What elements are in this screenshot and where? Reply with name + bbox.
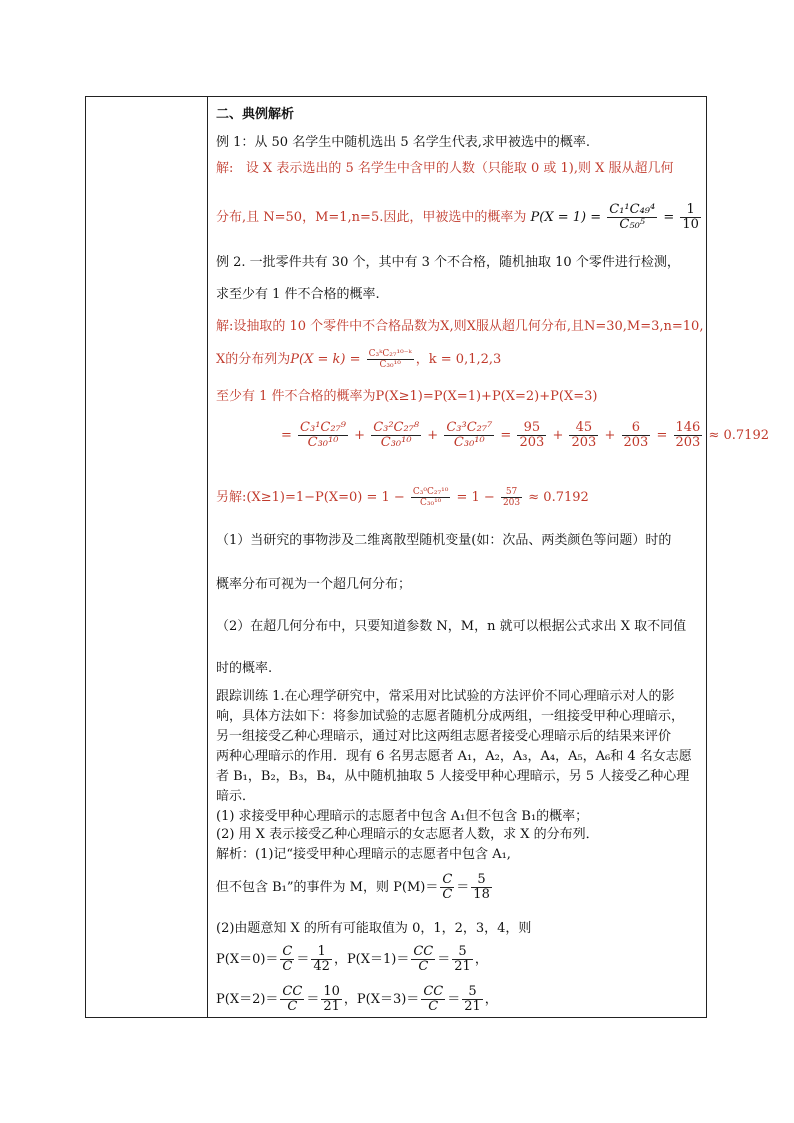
sum-term-2: $\frac{\text{C₃²C₂₇⁸}}{\text{C₃₀¹⁰}}$ <box>373 420 420 450</box>
sum-term-4: $\frac{95}{203}$ <box>519 420 545 450</box>
note2-line2: 时的概率. <box>216 661 273 676</box>
ex2-alt-prefix: 另解:(X≥1)=1−P(X=0) <box>216 490 363 505</box>
sum-term-3: $\frac{\text{C₃³C₂₇⁷}}{\text{C₃₀¹⁰}}$ <box>446 420 493 450</box>
ex1-formula-fraction <box>607 203 657 232</box>
p2-fraction: $\frac{CC}{C}$ <box>282 984 303 1014</box>
sum-term-1: $\frac{\text{C₃¹C₂₇⁹}}{\text{C₃₀¹⁰}}$ <box>300 420 346 450</box>
practice-p0-p1: P(X＝0)＝ $\frac{C}{C}$ ＝ $\frac{1}{42}$ ，P(X＝1)＝ $\frac{CC}{C}$ ＝ $\frac{5}{21}$ ， <box>216 944 488 974</box>
ex1-sol-prefix: 解: <box>216 161 234 176</box>
pm-fraction: $\frac{C}{C}$ <box>442 872 453 902</box>
p3-result: $\frac{5}{21}$ <box>464 984 481 1014</box>
section-title: 二、典例解析 <box>216 107 295 122</box>
p0-result: $\frac{1}{42}$ <box>313 944 330 974</box>
outer-table <box>85 96 769 1018</box>
practice-line-6: 暗示． <box>216 789 256 804</box>
ex1-question: 例 1：从 50 名学生中随机选出 5 名学生代表,求甲被选中的概率. <box>216 135 591 150</box>
p2-result: $\frac{10}{21}$ <box>323 984 340 1014</box>
ex1-solution-line1 <box>216 161 674 177</box>
ex2-atleast-line: 至少有 1 件不合格的概率为P(X≥1)=P(X=1)+P(X=2)+P(X=3) <box>216 389 598 404</box>
sum-term-7: $\frac{146}{203}$ <box>675 420 701 450</box>
ex1-formula-num: C₁¹C₄₉⁴ <box>609 202 656 217</box>
ex1-result-num: 1 <box>680 203 701 218</box>
practice-line-5: 者 B₁，B₂，B₃，B₄，从中随机抽取 5 人接受甲种心理暗示，另 5 人接受乙种心理 <box>216 769 690 784</box>
ex2-alt-fraction2: $\frac{57}{203}$ <box>502 487 521 508</box>
column-divider <box>207 97 208 1017</box>
ex2-dist-prefix: X的分布列为 <box>216 352 291 367</box>
ex2-dist-lhs: P(X = k) = <box>290 352 361 367</box>
note1-line1: （1）当研究的事物涉及二维离散型随机变量(如：次品、两类颜色等问题）时的 <box>216 533 672 548</box>
practice-line-8: (2) 用 X 表示接受乙种心理暗示的女志愿者人数，求 X 的分布列． <box>216 827 599 842</box>
ex2-dist-k: ，k = 0,1,2,3 <box>415 352 502 367</box>
practice-line-3: 另一组接受乙种心理暗示，通过对比这两组志愿者接受心理暗示后的结果来评价 <box>216 729 672 744</box>
p0-fraction: $\frac{C}{C}$ <box>282 944 293 974</box>
ex2-approx: ≈ 0.7192 <box>708 428 769 443</box>
note2-line1: （2）在超几何分布中，只要知道参数 N，M，n 就可以根据公式求出 X 取不同值 <box>216 619 687 634</box>
ex2-question-line1: 例 2. 一批零件共有 30 个，其中有 3 个不合格，随机抽取 10 个零件进行检测， <box>216 255 680 270</box>
practice-possible-values: (2)由题意知 X 的所有可能取值为 0，1，2，3，4，则 <box>216 921 532 936</box>
p3-fraction: $\frac{CC}{C}$ <box>423 984 444 1014</box>
ex1-result-den: 10 <box>682 217 699 232</box>
practice-line-1: 跟踪训练 1.在心理学研究中，常采用对比试验的方法评价不同心理暗示对人的影 <box>216 689 675 704</box>
p1-result: $\frac{5}{21}$ <box>454 944 471 974</box>
p1-fraction: $\frac{CC}{C}$ <box>413 944 434 974</box>
ex2-alt-solution: 另解:(X≥1)=1−P(X=0) = 1 − $\frac{\text{C₃⁰C₂₇¹⁰}}{\text{C₃₀¹⁰}}$ = 1 − $\frac{57}{203}$ ≈ 0.7192 <box>216 487 589 508</box>
practice-line-7: (1) 求接受甲种心理暗示的志愿者中包含 A₁但不包含 B₁的概率； <box>216 809 589 824</box>
pm-result-fraction: $\frac{5}{18}$ <box>473 872 490 902</box>
ex2-alt-fraction: $\frac{\text{C₃⁰C₂₇¹⁰}}{\text{C₃₀¹⁰}}$ <box>412 487 449 508</box>
ex1-formula-lhs: P(X = 1) = <box>530 210 602 225</box>
sum-term-6: $\frac{6}{203}$ <box>623 420 649 450</box>
sum-term-5: $\frac{45}{203}$ <box>571 420 597 450</box>
ex1-sol-text2: 分布,且 N=50，M=1,n=5.因此，甲被选中的概率为 <box>216 210 527 225</box>
ex2-dist-fraction <box>367 349 414 370</box>
ex1-solution-line2 <box>216 203 703 232</box>
note1-line2: 概率分布可视为一个超几何分布； <box>216 577 412 592</box>
ex2-dist-num: C₃ᵏC₂₇¹⁰⁻ᵏ <box>368 349 412 359</box>
ex1-formula-eq: = <box>663 210 675 225</box>
ex1-formula-den: C₅₀⁵ <box>619 217 646 232</box>
practice-p2-p3: P(X＝2)＝ $\frac{CC}{C}$ ＝ $\frac{10}{21}$ ，P(X＝3)＝ $\frac{CC}{C}$ ＝ $\frac{5}{21}$ ， <box>216 984 498 1014</box>
practice-line-4: 两种心理暗示的作用．现有 6 名男志愿者 A₁，A₂，A₃，A₄，A₅，A₆和 4 名女志愿 <box>216 749 692 764</box>
ex2-dist-den: C₃₀¹⁰ <box>379 360 401 370</box>
ex2-distribution <box>216 349 501 370</box>
practice-line-9: 解析：(1)记“接受甲种心理暗示的志愿者中包含 A₁, <box>216 847 511 862</box>
ex1-result-fraction <box>680 203 701 232</box>
ex2-solution-line1: 解:设抽取的 10 个零件中不合格品数为X,则X服从超几何分布,且N=30,M=3,n=10, <box>216 319 704 334</box>
ex1-sol-text: 设 X 表示选出的 5 名学生中含甲的人数（只能取 0 或 1),则 X 服从超几何 <box>245 161 674 176</box>
ex2-question-line2: 求至少有 1 件不合格的概率. <box>216 287 380 302</box>
practice-line-2: 响，具体方法如下：将参加试验的志愿者随机分成两组，一组接受甲种心理暗示， <box>216 709 685 724</box>
ex2-sum-equation: = $\frac{\text{C₃¹C₂₇⁹}}{\text{C₃₀¹⁰}}$ + $\frac{\text{C₃²C₂₇⁸}}{\text{C₃₀¹⁰}}$ + $\frac{\text{C₃³C₂₇⁷}}{\text{C₃₀¹⁰}}$ = $\frac{95}{203}$ + $\frac{45}{203}$ + $\frac{6}{203}$ = $\frac{146}{203}$ ≈ 0.7192 <box>281 420 769 450</box>
practice-pm-line: 但不包含 B₁”的事件为 M，则 P(M)＝ $\frac{C}{C}$ ＝ $\frac{5}{18}$ <box>216 872 490 902</box>
